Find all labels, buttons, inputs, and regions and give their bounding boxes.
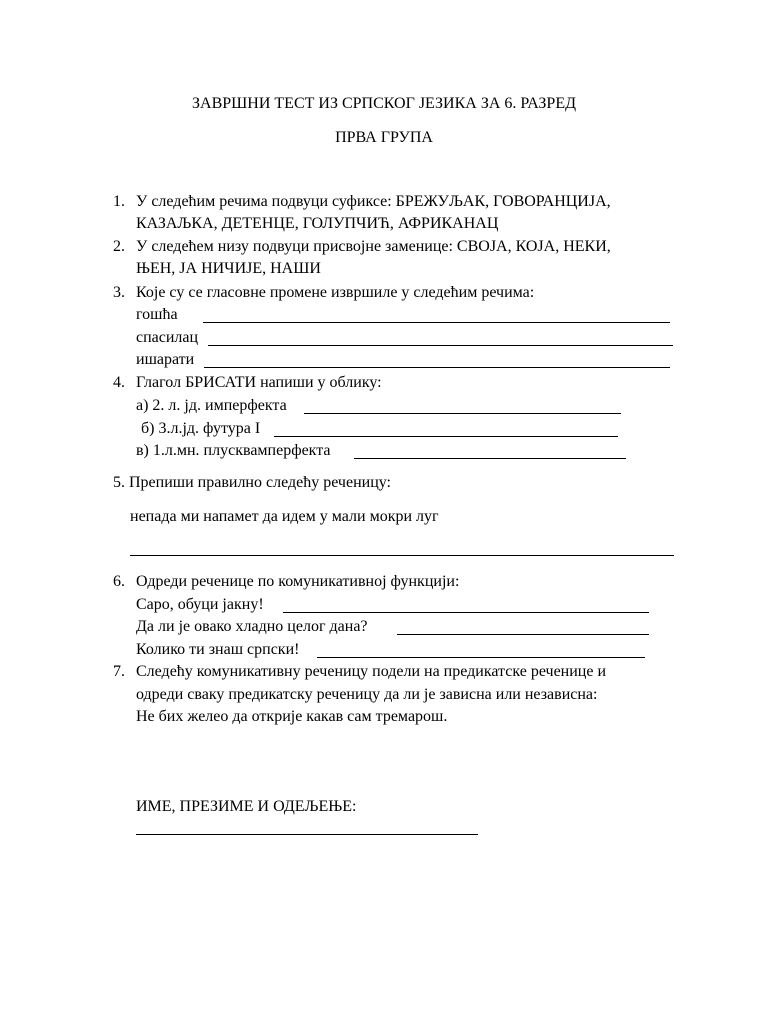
q5-answer-line[interactable] xyxy=(130,555,674,556)
q6-answer-line-3[interactable] xyxy=(317,657,645,658)
q3-number: 3. xyxy=(113,284,125,301)
q4-c: в) 1.л.мн. плусквамперфекта xyxy=(136,442,331,459)
q7-line1: Следећу комуникативну реченицу подели на предикатске реченице и xyxy=(136,663,607,680)
q1-line2: КАЗАЉКА, ДЕТЕНЦЕ, ГОЛУПЧИЋ, АФРИКАНАЦ xyxy=(136,215,499,232)
q7-number: 7. xyxy=(113,663,125,680)
q6-answer-line-1[interactable] xyxy=(283,612,649,613)
q6-sentence-3: Колико ти знаш српски! xyxy=(136,641,300,658)
name-class-label: ИМЕ, ПРЕЗИМЕ И ОДЕЉЕЊЕ: xyxy=(136,798,357,815)
q6-number: 6. xyxy=(113,573,125,590)
q3-answer-line-1[interactable] xyxy=(203,322,670,323)
q6-answer-line-2[interactable] xyxy=(397,634,649,635)
q3-word-2: спасилац xyxy=(136,329,199,346)
q4-a-answer-line[interactable] xyxy=(304,413,621,414)
q4-a: а) 2. л. јд. имперфекта xyxy=(136,397,287,414)
q3-word-1: гошћа xyxy=(136,306,178,323)
test-title: ЗАВРШНИ ТЕСТ ИЗ СРПСКОГ ЈЕЗИКА ЗА 6. РАЗРЕД xyxy=(192,95,576,112)
q4-b-answer-line[interactable] xyxy=(274,436,618,437)
q3-word-3: ишарати xyxy=(136,351,195,368)
q4-line1: Глагол БРИСАТИ напиши у облику: xyxy=(136,374,382,391)
q1-line1: У следећим речима подвуци суфиксе: БРЕЖУЉАК, ГОВОРАНЦИЈА, xyxy=(136,193,611,210)
q7-line3: Не бих желео да открије какав сам тремарош. xyxy=(136,708,448,725)
q2-line1: У следећем низу подвуци присвојне заменице: СВОЈА, КОЈА, НЕКИ, xyxy=(136,238,611,255)
group-label: ПРВА ГРУПА xyxy=(335,129,433,146)
q4-number: 4. xyxy=(113,374,125,391)
q6-line1: Одреди реченице по комуникативној функцији: xyxy=(136,573,460,590)
q1-number: 1. xyxy=(113,193,125,210)
q3-line1: Које су се гласовне промене извршиле у следећим речима: xyxy=(136,284,535,301)
q6-sentence-2: Да ли је овако хладно целог дана? xyxy=(136,618,368,635)
q4-b: б) 3.л.јд. футура I xyxy=(141,420,261,437)
q7-line2: одреди сваку предикатску реченицу да ли је зависна или независна: xyxy=(136,686,598,703)
q3-answer-line-3[interactable] xyxy=(204,367,670,368)
q5-line1: 5. Препиши правилно следећу реченицу: xyxy=(113,474,391,491)
q2-number: 2. xyxy=(113,238,125,255)
q3-answer-line-2[interactable] xyxy=(208,345,673,346)
q2-line2: ЊЕН, ЈА НИЧИЈЕ, НАШИ xyxy=(136,260,321,277)
q6-sentence-1: Саро, обуци јакну! xyxy=(136,596,264,613)
q4-c-answer-line[interactable] xyxy=(354,458,626,459)
name-class-answer-line[interactable] xyxy=(136,834,478,835)
q5-sentence: непада ми напамет да идем у мали мокри луг xyxy=(130,508,439,525)
